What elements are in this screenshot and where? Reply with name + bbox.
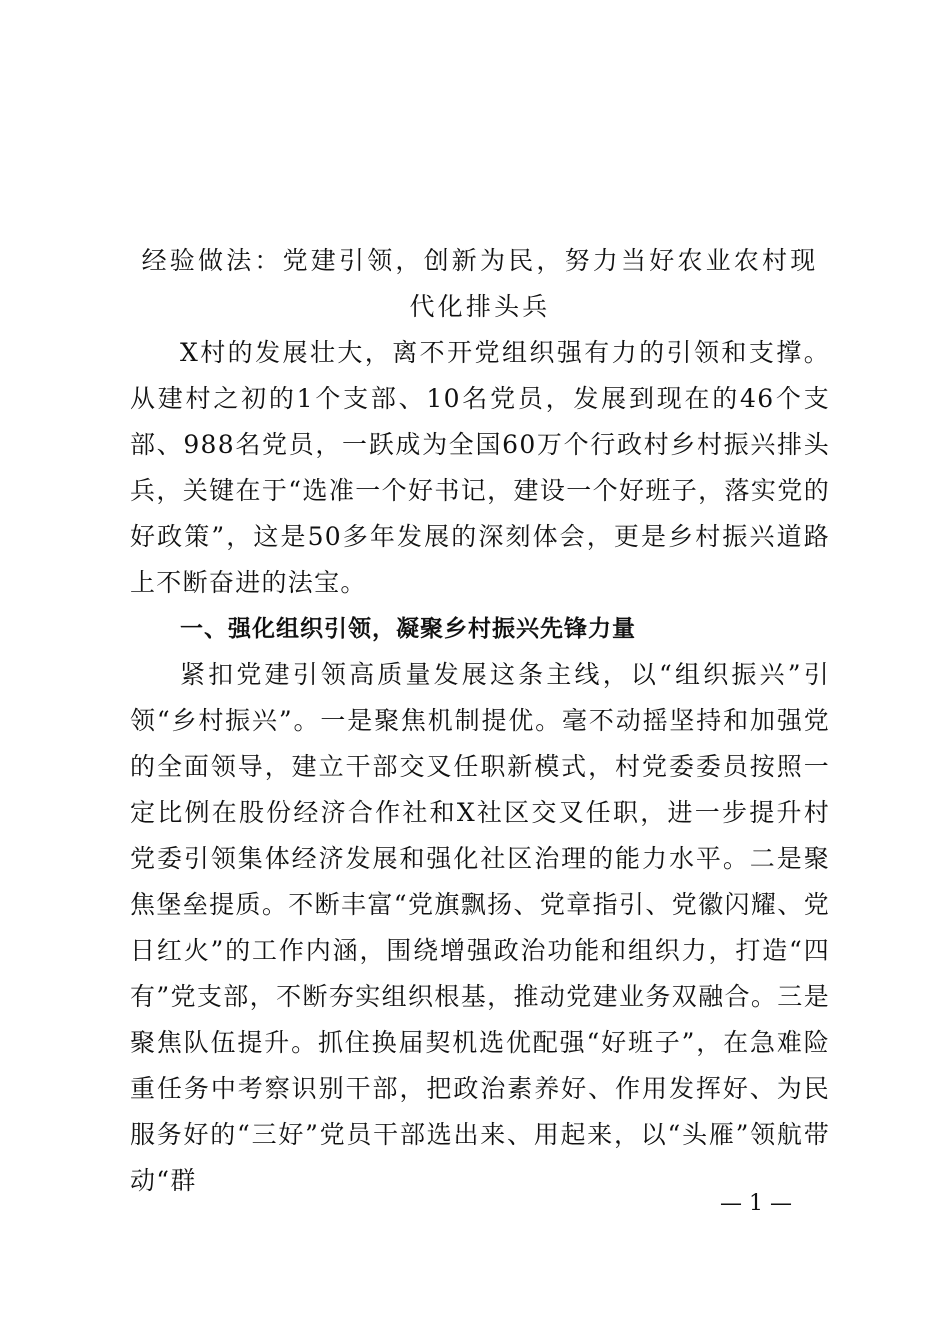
page-number: — 1 —: [720, 1191, 792, 1216]
document-body: [130, 238, 830, 1204]
document-title: 经验做法：党建引领，创新为民，努力当好农业农村现代化排头兵: [141, 246, 819, 321]
section-paragraph: 紧扣党建引领高质量发展这条主线，以“组织振兴”引领“乡村振兴”。一是聚焦机制提优。毫不动摇坚持和加强党的全面领导，建立干部交叉任职新模式，村党委委员按照一定比例在股份经济合作社和X社区交叉任职，进一步提升村党委引领集体经济发展和强化社区治理的能力水平。二是聚焦堡垒提质。不断丰富“党旗飘扬、党章指引、党徽闪耀、党日红火”的工作内涵，围绕增强政治功能和组织力，打造“四有”党支部，不断夯实组织根基，推动党建业务双融合。三是聚焦队伍提升。抓住换届契机选优配强“好班子”，在急难险重任务中考察识别干部，把政治素养好、作用发挥好、为民服务好的“三好”党员干部选出来、用起来，以“头雁”领航带动“群: [130, 660, 830, 1195]
intro-paragraph: X村的发展壮大，离不开党组织强有力的引领和支撑。从建村之初的1个支部、10名党员，发展到现在的46个支部、988名党员，一跃成为全国60万个行政村乡村振兴排头兵，关键在于“选准一个好书记，建设一个好班子，落实党的好政策”，这是50多年发展的深刻体会，更是乡村振兴道路上不断奋进的法宝。: [130, 338, 830, 597]
section-heading: 一、强化组织引领，凝聚乡村振兴先锋力量: [180, 616, 636, 642]
